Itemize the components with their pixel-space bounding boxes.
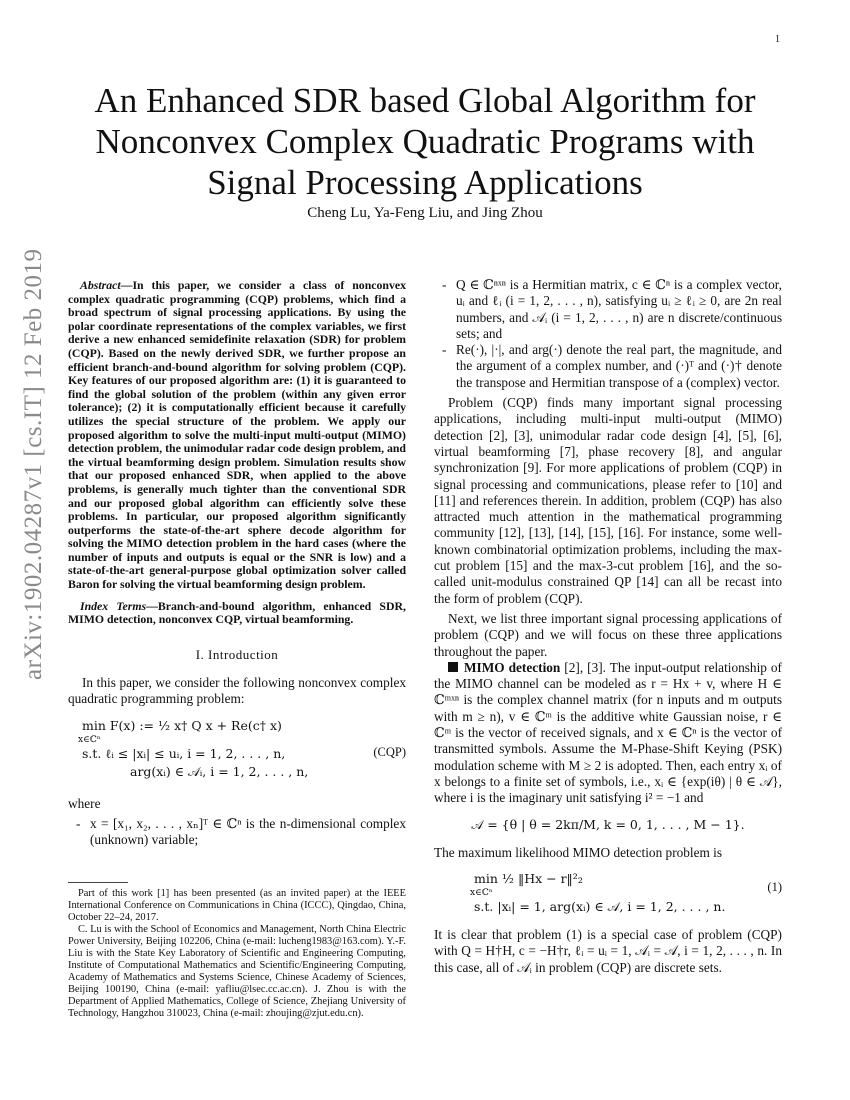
ml-label: (1) bbox=[767, 880, 782, 895]
footnote-conference: Part of this work [1] has been presented (as an invited paper) at the IEEE International Conference on Communications in China (ICCC), Qingdao, China, October 22–24, 2017. bbox=[68, 888, 406, 923]
left-column bbox=[68, 279, 406, 849]
abstract-label: Abstract bbox=[80, 278, 121, 292]
square-bullet-icon bbox=[448, 662, 458, 672]
ml-equation bbox=[434, 869, 782, 917]
cqp-label: (CQP) bbox=[373, 744, 406, 759]
cqp-equation bbox=[68, 718, 406, 782]
symbol-set-definition: 𝒜 = {θ | θ = 2kπ/M, k = 0, 1, . . . , M − 1}. bbox=[471, 816, 745, 832]
ml-constraints: s.t. |xᵢ| = 1, arg(xᵢ) ∈ 𝒜, i = 1, 2, . . . , n. bbox=[474, 899, 726, 915]
ml-objective-subscript: x∈ℂⁿ bbox=[470, 888, 493, 899]
ml-objective: min ½ ‖Hx − r‖²₂ bbox=[474, 871, 583, 887]
footnotes bbox=[68, 888, 406, 1020]
list-item: - Q ∈ ℂⁿˣⁿ is a Hermitian matrix, c ∈ ℂⁿ is a complex vector, uᵢ and ℓᵢ (i = 1, 2, . . . , n), satisfying uᵢ ≥ ℓᵢ ≥ 0, are 2n real numbers, and 𝒜ᵢ (i = 1, 2, . . . , n) are n discrete/continuous sets; and bbox=[434, 277, 782, 342]
ml-intro: The maximum likelihood MIMO detection problem is bbox=[434, 844, 723, 860]
next-paragraph: Next, we list three important signal processing applications of problem (CQP) and we will focus on these three applications throughout the paper. bbox=[434, 610, 782, 659]
paper-authors: Cheng Lu, Ya-Feng Liu, and Jing Zhou bbox=[307, 205, 543, 221]
paper-title: An Enhanced SDR based Global Algorithm for Nonconvex Complex Quadratic Programs with Signal Processing Applications bbox=[94, 81, 756, 202]
page-number: 1 bbox=[775, 34, 780, 45]
section-heading-introduction: I. Introduction bbox=[195, 646, 279, 662]
cqp-constraint-argument: arg(xᵢ) ∈ 𝒜ᵢ, i = 1, 2, . . . , n, bbox=[130, 763, 309, 779]
cqp-objective-subscript: x∈ℂⁿ bbox=[78, 734, 101, 745]
list-item: - x = [x₁, x₂, . . . , xₙ]ᵀ ∈ ℂⁿ is the n-dimensional complex (unknown) variable; bbox=[68, 816, 406, 849]
footnote-rule bbox=[68, 882, 128, 883]
cqp-constraint-magnitude: s.t. ℓᵢ ≤ |xᵢ| ≤ uᵢ, i = 1, 2, . . . , n, bbox=[82, 745, 286, 761]
where-text: where bbox=[68, 795, 101, 811]
cqp-objective: min F(x) := ½ x† Q x + Re(c† x) bbox=[82, 717, 282, 733]
index-terms bbox=[68, 600, 406, 627]
conclusion-paragraph: It is clear that problem (1) is a special case of problem (CQP) with Q = H†H, c = −H†r, ℓᵢ = uᵢ = 1, 𝒜ᵢ = 𝒜, i = 1, 2, . . . , n. In this case, all of 𝒜ᵢ in problem (CQP) are discrete sets. bbox=[434, 927, 782, 975]
footnote-affiliations: C. Lu is with the School of Economics and Management, North China Electric Power University, Beijing 102206, China (e-mail: lucheng1983@163.com). Y.-F. Liu is with the State Key Laboratory of Scientific and Engineering Computing, Institute of Computational Mathematics and Scientific/Engineering Computing, Academy of Mathematics and Systems Science, Chinese Academy of Sciences, Beijing 100190, China (e-mail: yafliu@lsec.cc.ac.cn). J. Zhou is with the Department of Applied Mathematics, College of Science, Zhejiang University of Technology, Hangzhou 310023, China (e-mail: zhoujing@zjut.edu.cn). bbox=[68, 924, 406, 1019]
definition-list-continued bbox=[434, 277, 782, 391]
applications-paragraph: Problem (CQP) finds many important signal processing applications, including multi-input multi-output (MIMO) detection [2], [3], unimodular radar code design [4], [5], [6], virtual beamforming [7], phase recovery [8], and angular synchronization [9]. For more applications of problem (CQP) in signal processing and communications, please refer to [10] and [11] and references therein. In addition, problem (CQP) has also attracted much attention in the mathematical programming community [12], [13], [14], [15], [16]. For instance, some well-known combinatorial optimization problems, including the max-cut problem [15] and the max-3-cut problem [16], and the so-called unit-modulus constrained QP [14] can all be recast into the form of problem (CQP). bbox=[434, 395, 782, 606]
abstract-text: —In this paper, we consider a class of nonconvex complex quadratic programming (CQP) problems, which find a broad spectrum of signal processing applications. By using the polar coordinate representations of the complex variables, we first derive a new enhanced semidefinite relaxation (SDR) for problem (CQP). Based on the newly derived SDR, we further propose an efficient branch-and-bound algorithm for solving problem (CQP). Key features of our proposed algorithm are: (1) it is guaranteed to find the global solution of the problem (within any given error tolerance); (2) it is computationally efficient because it carefully utilizes the special structure of the problem. We apply our proposed algorithm to solve the multi-input multi-output (MIMO) detection problem, the unimodular radar code design problem, and the virtual beamforming design problem. Simulation results show that our proposed enhanced SDR, when applied to the above problems, is generally much tighter than the conventional SDR and our proposed global algorithm can efficiently solve these problems. In particular, our proposed algorithm significantly outperforms the state-of-the-art sphere decode algorithm for solving the MIMO detection problem in the hard cases (where the number of inputs and outputs is equal or the SNR is low) and a state-of-the-art general-purpose global optimization solver called Baron for solving the virtual beamforming design problem. bbox=[68, 278, 406, 592]
index-terms-label: Index Terms bbox=[80, 598, 147, 613]
mimo-paragraph bbox=[434, 660, 782, 807]
abstract bbox=[68, 279, 406, 592]
mimo-heading: MIMO detection bbox=[464, 659, 561, 675]
arxiv-stamp: arXiv:1902.04287v1 [cs.IT] 12 Feb 2019 bbox=[20, 248, 47, 680]
intro-paragraph: In this paper, we consider the following nonconvex complex quadratic programming problem: bbox=[68, 675, 406, 707]
index-terms-text: —Branch-and-bound algorithm, enhanced SDR, MIMO detection, nonconvex CQP, virtual beamforming. bbox=[68, 598, 406, 627]
mimo-text: [2], [3]. The input-output relationship of the MIMO channel can be modeled as r = Hx + v, where H ∈ ℂᵐˣⁿ is the complex channel matrix (for n inputs and m outputs with m ≥ n), v ∈ ℂᵐ is the additive white Gaussian noise, r ∈ ℂᵐ is the vector of received signals, and x ∈ ℂⁿ is the vector of transmitted symbols. Assume the M-Phase-Shift Keying (PSK) modulation scheme with M ≥ 2 is adopted. Then, each entry xᵢ of x belongs to a finite set of symbols, i.e., xᵢ ∈ {exp(iθ) | θ ∈ 𝒜}, where i is the imaginary unit satisfying i² = −1 and bbox=[434, 659, 782, 806]
list-item: - Re(·), |·|, and arg(·) denote the real part, the magnitude, and the argument of a complex number, and (·)ᵀ and (·)† denote the transpose and Hermitian transpose of a (complex) vector. bbox=[434, 342, 782, 391]
right-column bbox=[434, 277, 782, 976]
variable-definition-list bbox=[68, 816, 406, 849]
